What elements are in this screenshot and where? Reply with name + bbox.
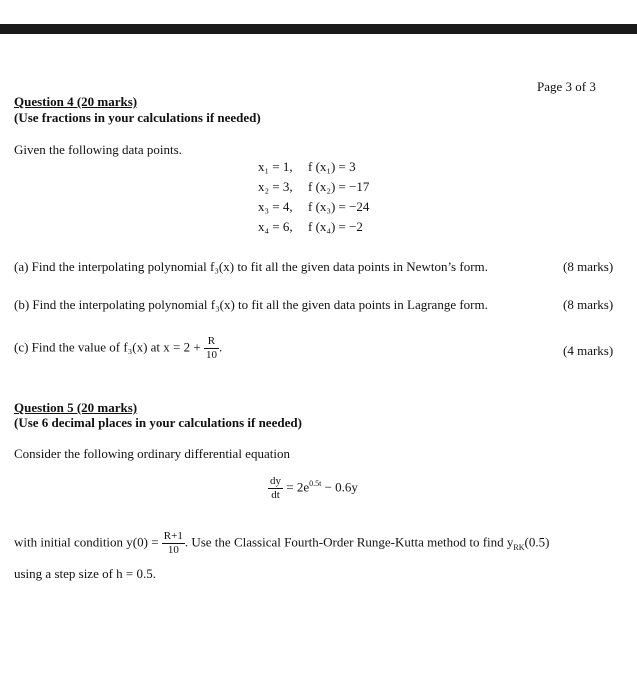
q5-intro: Consider the following ordinary differential equation (14, 446, 290, 461)
q5-note: (Use 6 decimal places in your calculations if needed) (14, 415, 302, 430)
x-value: x₃ = 4, (258, 199, 293, 214)
data-point-row (258, 217, 369, 237)
fraction-denominator: 10 (205, 349, 217, 361)
q4-heading: Question 4 (20 marks) (14, 94, 138, 109)
q4-part-a: (a) Find the interpolating polynomial f₃(x) to fit all the given data points in Newton’s form. (14, 259, 488, 274)
q4-part-b-marks: (8 marks) (563, 297, 614, 312)
derivative-numerator: dy (270, 475, 281, 487)
ode-equation (268, 475, 358, 502)
derivative-fraction (268, 475, 283, 502)
ode-exponent: 0.5t (309, 479, 322, 489)
q5-condition-text: with initial condition y(0) = (14, 534, 159, 550)
f-value: f (x₃) = −24 (308, 199, 370, 214)
ode-rhs-start: = 2e (286, 479, 310, 495)
derivative-denominator: dt (271, 489, 280, 501)
fraction-r-over-10 (204, 335, 219, 362)
ic-denominator: 10 (167, 544, 179, 556)
f-value: f (x₁) = 3 (308, 159, 356, 174)
q4-part-c (14, 335, 222, 362)
data-point-row (258, 197, 369, 217)
data-points-table (258, 157, 369, 237)
initial-condition-fraction (162, 530, 185, 557)
q5-heading: Question 5 (20 marks) (14, 400, 138, 415)
q4-part-a-marks: (8 marks) (563, 259, 614, 274)
q5-method-text: . Use the Classical Fourth-Order Runge-Kutta method to find y (184, 534, 514, 550)
q4-intro: Given the following data points. (14, 142, 182, 157)
q5-step-size: using a step size of h = 0.5. (14, 566, 157, 581)
q4-part-b: (b) Find the interpolating polynomial f₃(x) to fit all the given data points in Lagrange form. (14, 297, 488, 312)
f-value: f (x₄) = −2 (308, 219, 363, 234)
q4-part-c-period: . (218, 339, 223, 355)
data-point-row (258, 157, 369, 177)
x-value: x₄ = 6, (258, 219, 293, 234)
rk-argument: (0.5) (524, 534, 550, 550)
ode-rhs-end: − 0.6y (321, 479, 358, 495)
fraction-numerator: R (204, 335, 219, 349)
x-value: x₁ = 1, (258, 159, 293, 174)
rk-subscript: RK (513, 543, 525, 553)
q4-part-c-text: (c) Find the value of f₃(x) at x = 2 + (14, 339, 201, 355)
f-value: f (x₂) = −17 (308, 179, 370, 194)
q4-part-c-marks: (4 marks) (563, 343, 614, 358)
x-value: x₂ = 3, (258, 179, 293, 194)
q4-note: (Use fractions in your calculations if needed) (14, 110, 261, 125)
page-number: Page 3 of 3 (537, 79, 596, 94)
q5-condition-line (14, 530, 549, 557)
top-border-bar (0, 24, 637, 34)
ic-numerator: R+1 (163, 530, 183, 542)
data-point-row (258, 177, 369, 197)
